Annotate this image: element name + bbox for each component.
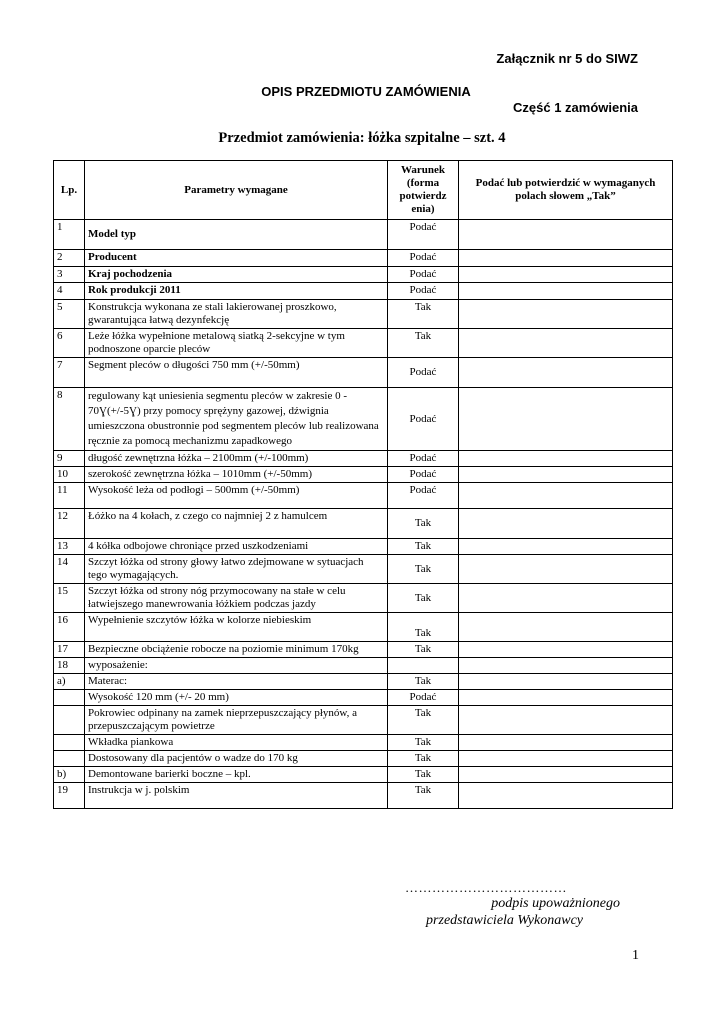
answer-cell[interactable] <box>459 483 673 509</box>
answer-cell[interactable] <box>459 467 673 483</box>
cell-condition: Tak <box>388 674 459 690</box>
cell-lp: 16 <box>54 613 85 642</box>
table-row <box>54 584 673 613</box>
cell-lp <box>54 706 85 735</box>
cell-condition: Tak <box>388 539 459 555</box>
cell-condition: Podać <box>388 358 459 388</box>
cell-param: wyposażenie: <box>85 658 388 674</box>
cell-lp: 17 <box>54 642 85 658</box>
cell-condition: Podać <box>388 388 459 451</box>
header-parameters: Parametry wymagane <box>85 161 388 220</box>
annex-label: Załącznik nr 5 do SIWZ <box>496 51 638 66</box>
table-header-row <box>54 161 673 220</box>
cell-condition: Tak <box>388 300 459 329</box>
cell-param: Łóżko na 4 kołach, z czego co najmniej 2 z hamulcem <box>85 509 388 539</box>
table-row <box>54 706 673 735</box>
cell-condition: Tak <box>388 613 459 642</box>
answer-cell[interactable] <box>459 767 673 783</box>
answer-cell[interactable] <box>459 584 673 613</box>
answer-cell[interactable] <box>459 539 673 555</box>
cell-param: Konstrukcja wykonana ze stali lakierowanej proszkowo, gwarantująca łatwą dezynfekcję <box>85 300 388 329</box>
table-row <box>54 300 673 329</box>
cell-lp: 8 <box>54 388 85 451</box>
table-row <box>54 642 673 658</box>
cell-param: Instrukcja w j. polskim <box>85 783 388 809</box>
part-label: Część 1 zamówienia <box>513 100 638 115</box>
answer-cell[interactable] <box>459 358 673 388</box>
cell-condition: Podać <box>388 267 459 283</box>
cell-lp: 5 <box>54 300 85 329</box>
cell-param: Rok produkcji 2011 <box>85 283 388 300</box>
table-row <box>54 735 673 751</box>
answer-cell[interactable] <box>459 220 673 250</box>
table-row <box>54 283 673 300</box>
cell-condition: Podać <box>388 220 459 250</box>
cell-condition: Tak <box>388 706 459 735</box>
cell-lp: 7 <box>54 358 85 388</box>
answer-cell[interactable] <box>459 783 673 809</box>
cell-param: Szczyt łóżka od strony nóg przymocowany na stałe w celu łatwiejszego manewrowania łóżkiem podczas jazdy <box>85 584 388 613</box>
table-row <box>54 220 673 250</box>
param-text: Model typ <box>88 228 136 240</box>
answer-cell[interactable] <box>459 690 673 706</box>
cell-param: 4 kółka odbojowe chroniące przed uszkodzeniami <box>85 539 388 555</box>
cell-lp: 13 <box>54 539 85 555</box>
cell-lp <box>54 690 85 706</box>
cell-lp: 2 <box>54 250 85 267</box>
cell-condition: Tak <box>388 767 459 783</box>
page-number: 1 <box>632 948 639 963</box>
table-row <box>54 613 673 642</box>
header-answer: Podać lub potwierdzić w wymaganych polach słowem „Tak” <box>459 161 673 220</box>
cell-condition: Tak <box>388 584 459 613</box>
cell-condition <box>388 658 459 674</box>
cell-lp: b) <box>54 767 85 783</box>
answer-cell[interactable] <box>459 451 673 467</box>
cell-lp <box>54 735 85 751</box>
table-row <box>54 250 673 267</box>
table-row <box>54 267 673 283</box>
cell-param: długość zewnętrzna łóżka – 2100mm (+/-100mm) <box>85 451 388 467</box>
answer-cell[interactable] <box>459 509 673 539</box>
cell-param: Szczyt łóżka od strony głowy łatwo zdejmowane w sytuacjach tego wymagających. <box>85 555 388 584</box>
table-row <box>54 555 673 584</box>
cell-lp: 3 <box>54 267 85 283</box>
order-subject: Przedmiot zamówienia: łóżka szpitalne – szt. 4 <box>218 130 506 146</box>
answer-cell[interactable] <box>459 267 673 283</box>
cell-param: Kraj pochodzenia <box>85 267 388 283</box>
answer-cell[interactable] <box>459 751 673 767</box>
cell-param: Materac: <box>85 674 388 690</box>
cell-param: Wkładka piankowa <box>85 735 388 751</box>
cell-lp: 4 <box>54 283 85 300</box>
answer-cell[interactable] <box>459 613 673 642</box>
answer-cell[interactable] <box>459 250 673 267</box>
cell-lp: 15 <box>54 584 85 613</box>
cell-condition: Podać <box>388 250 459 267</box>
answer-cell[interactable] <box>459 735 673 751</box>
cell-condition: Podać <box>388 283 459 300</box>
cell-param: Leże łóżka wypełnione metalową siatką 2-sekcyjne w tym podnoszone oparcie pleców <box>85 329 388 358</box>
cell-param: Wypełnienie szczytów łóżka w kolorze niebieskim <box>85 613 388 642</box>
cell-lp: a) <box>54 674 85 690</box>
signature-caption-line1: podpis upoważnionego <box>491 896 620 911</box>
cell-lp: 12 <box>54 509 85 539</box>
cell-lp: 14 <box>54 555 85 584</box>
table-row <box>54 783 673 809</box>
cell-param: Pokrowiec odpinany na zamek nieprzepuszczający płynów, a przepuszczającym powietrze <box>85 706 388 735</box>
table-row <box>54 451 673 467</box>
answer-cell[interactable] <box>459 283 673 300</box>
cell-lp: 6 <box>54 329 85 358</box>
answer-cell[interactable] <box>459 555 673 584</box>
cell-condition: Tak <box>388 642 459 658</box>
cell-param: Wysokość leża od podłogi – 500mm (+/-50mm) <box>85 483 388 509</box>
cell-condition: Podać <box>388 467 459 483</box>
answer-cell[interactable] <box>459 674 673 690</box>
table-row <box>54 690 673 706</box>
cell-param: regulowany kąt uniesienia segmentu pleców w zakresie 0 - 70Ɣ(+/-5Ɣ) przy pomocy sprężyny gazowej, dźwignia umieszczona obustronnie pod segmentem pleców lub realizowana ręcznie za pomocą mechanizmu zapadkowego <box>85 388 388 451</box>
answer-cell[interactable] <box>459 658 673 674</box>
table-row <box>54 467 673 483</box>
answer-cell[interactable] <box>459 388 673 451</box>
cell-lp: 9 <box>54 451 85 467</box>
cell-param: Demontowane barierki boczne – kpl. <box>85 767 388 783</box>
cell-param: Bezpieczne obciążenie robocze na poziomie minimum 170kg <box>85 642 388 658</box>
cell-lp: 1 <box>54 220 85 250</box>
signature-line: ……………………………… <box>405 880 567 895</box>
table-row <box>54 358 673 388</box>
table-row <box>54 674 673 690</box>
cell-param: szerokość zewnętrzna łóżka – 1010mm (+/-50mm) <box>85 467 388 483</box>
cell-lp <box>54 751 85 767</box>
header-condition: Warunek (forma potwierdz enia) <box>388 161 459 220</box>
answer-cell[interactable] <box>459 329 673 358</box>
table-row <box>54 658 673 674</box>
signature-caption-line2: przedstawiciela Wykonawcy <box>426 913 583 928</box>
cell-param: Wysokość 120 mm (+/- 20 mm) <box>85 690 388 706</box>
cell-lp: 11 <box>54 483 85 509</box>
cell-lp: 10 <box>54 467 85 483</box>
cell-param: Dostosowany dla pacjentów o wadze do 170 kg <box>85 751 388 767</box>
cell-param: Segment pleców o długości 750 mm (+/-50mm) <box>85 358 388 388</box>
cell-condition: Tak <box>388 735 459 751</box>
table-row <box>54 388 673 451</box>
answer-cell[interactable] <box>459 642 673 658</box>
table-row <box>54 329 673 358</box>
cell-param: Producent <box>85 250 388 267</box>
answer-cell[interactable] <box>459 300 673 329</box>
document-title: OPIS PRZEDMIOTU ZAMÓWIENIA <box>261 84 471 99</box>
table-row <box>54 509 673 539</box>
specification-table <box>53 160 673 809</box>
cell-condition: Tak <box>388 555 459 584</box>
header-lp: Lp. <box>54 161 85 220</box>
cell-lp: 18 <box>54 658 85 674</box>
cell-condition: Tak <box>388 509 459 539</box>
cell-condition: Tak <box>388 329 459 358</box>
table-row <box>54 539 673 555</box>
cell-condition: Podać <box>388 690 459 706</box>
cell-condition: Tak <box>388 751 459 767</box>
cell-condition: Podać <box>388 483 459 509</box>
table-row <box>54 751 673 767</box>
cell-condition: Tak <box>388 783 459 809</box>
answer-cell[interactable] <box>459 706 673 735</box>
cell-condition: Podać <box>388 451 459 467</box>
cell-lp: 19 <box>54 783 85 809</box>
table-row <box>54 767 673 783</box>
table-row <box>54 483 673 509</box>
cell-param <box>85 220 388 250</box>
